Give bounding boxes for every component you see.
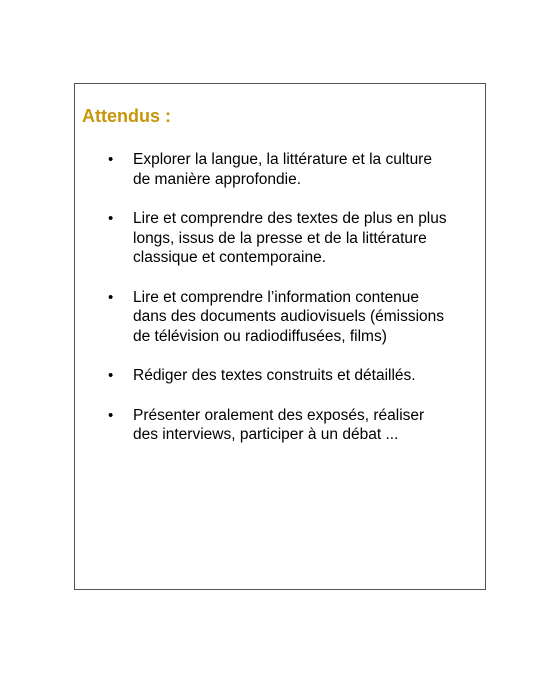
objectives-list (108, 150, 448, 465)
list-item (108, 288, 448, 347)
list-item (108, 366, 448, 386)
bullet-icon: • (108, 210, 114, 227)
list-item-text: Explorer la langue, la littérature et la culture de manière approfondie. (133, 151, 432, 188)
bullet-icon: • (108, 406, 114, 424)
list-item-text: Rédiger des textes construits et détaillés. (133, 367, 416, 384)
list-item-text: Lire et comprendre des textes de plus en plus longs, issus de la presse et de la littérature classique et contemporaine. (133, 210, 447, 266)
bullet-icon: • (108, 151, 114, 168)
bullet-icon: • (108, 288, 114, 306)
list-item (108, 209, 448, 268)
list-item (108, 406, 448, 445)
list-item (108, 150, 448, 189)
list-item-text: Présenter oralement des exposés, réaliser des interviews, participer à un débat ... (133, 406, 425, 443)
bullet-icon: • (108, 367, 114, 384)
section-heading: Attendus : (82, 106, 171, 126)
list-item-text: Lire et comprendre l’information contenue dans des documents audiovisuels (émissions de télévision ou radiodiffusées, films) (133, 288, 445, 345)
